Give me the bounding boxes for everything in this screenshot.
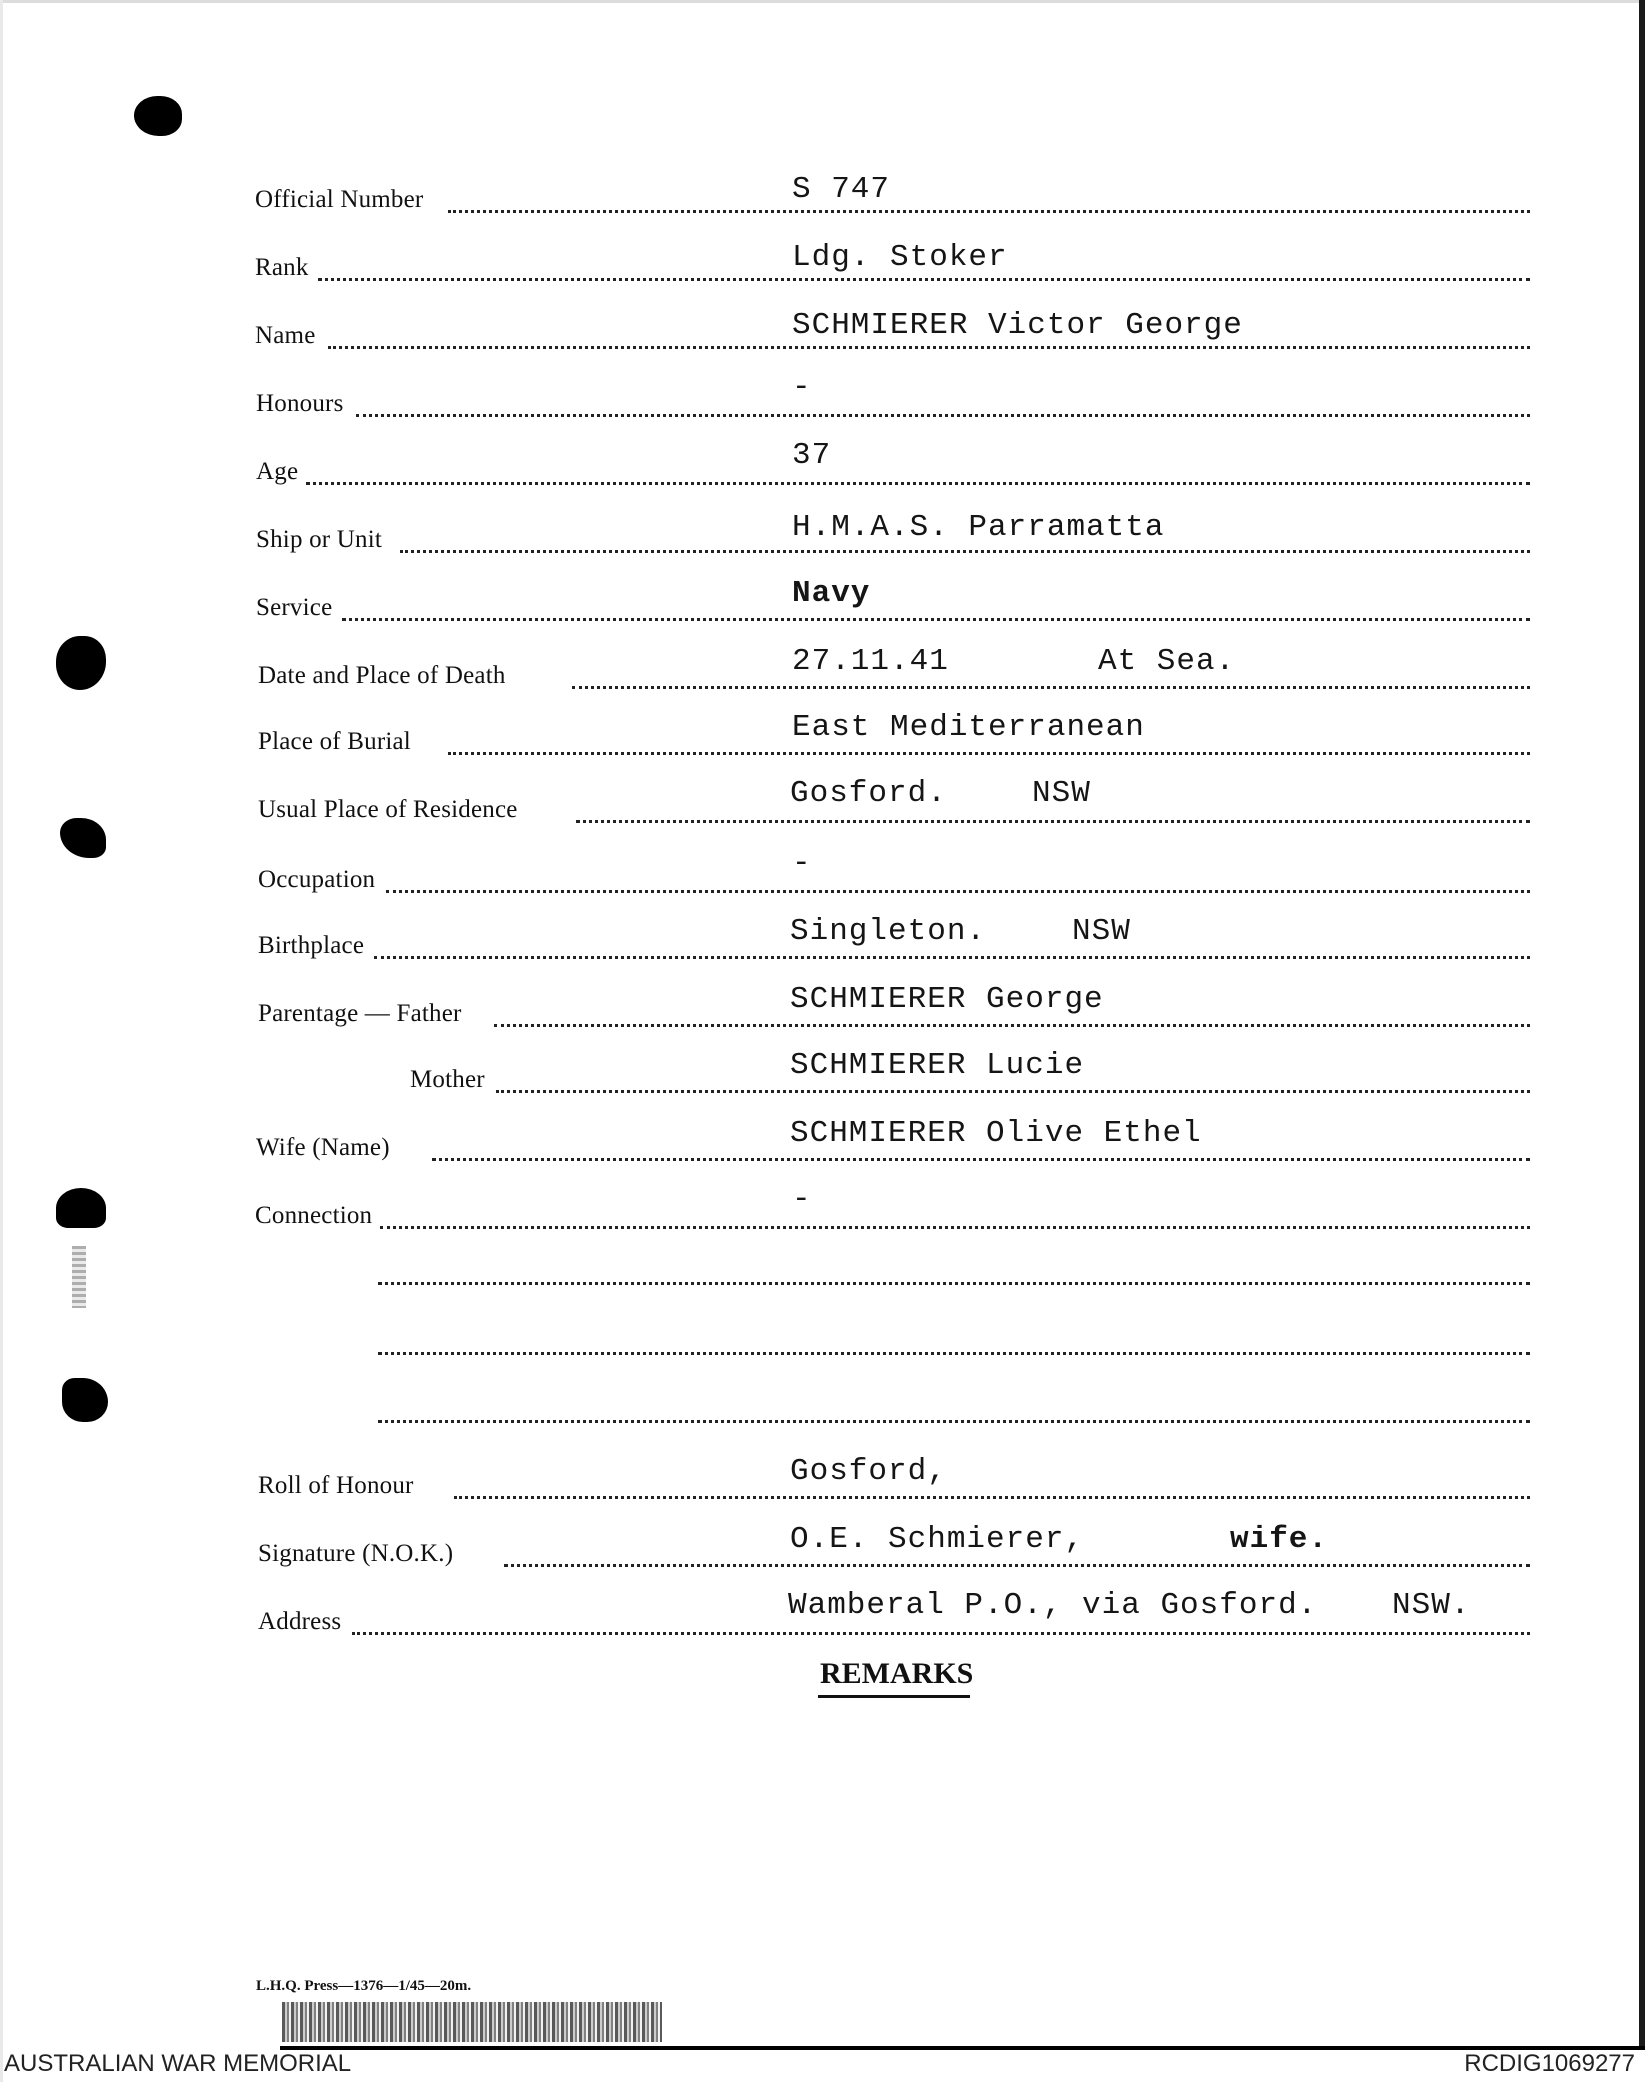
row-age bbox=[0, 438, 1645, 494]
row-father bbox=[0, 982, 1645, 1036]
footer-record-id: RCDIG1069277 bbox=[1464, 2050, 1635, 2077]
field-label: Service bbox=[256, 594, 333, 621]
field-label: Ship or Unit bbox=[256, 526, 383, 553]
row-rank bbox=[0, 240, 1645, 290]
field-value: SCHMIERER Olive Ethel bbox=[790, 1116, 1202, 1151]
print-note: L.H.Q. Press—1376—1/45—20m. bbox=[256, 1978, 472, 1994]
field-value: S 747 bbox=[792, 172, 891, 207]
field-value: - bbox=[792, 846, 812, 881]
row-ship-or-unit bbox=[0, 512, 1645, 562]
row-official-number bbox=[0, 172, 1645, 222]
blank-dotted-line bbox=[378, 1420, 1530, 1423]
dotted-leader bbox=[448, 210, 1530, 213]
blank-dotted-line bbox=[378, 1282, 1530, 1285]
field-label: Place of Burial bbox=[258, 728, 411, 755]
field-value: SCHMIERER Lucie bbox=[790, 1048, 1085, 1083]
dotted-leader bbox=[380, 1226, 1530, 1229]
row-place-of-burial bbox=[0, 710, 1645, 764]
punch-hole-mark bbox=[134, 96, 182, 136]
field-value-secondary: At Sea. bbox=[1098, 644, 1236, 679]
field-value-secondary: NSW. bbox=[1392, 1588, 1471, 1623]
field-label: Address bbox=[258, 1608, 342, 1635]
dotted-leader bbox=[432, 1158, 1530, 1161]
field-value: Ldg. Stoker bbox=[792, 240, 1008, 275]
dotted-leader bbox=[400, 550, 1530, 553]
row-name bbox=[0, 308, 1645, 358]
field-label: Wife (Name) bbox=[256, 1134, 390, 1161]
row-occupation bbox=[0, 846, 1645, 902]
row-mother bbox=[0, 1048, 1645, 1102]
field-value: - bbox=[792, 1182, 812, 1217]
row-signature bbox=[0, 1522, 1645, 1576]
field-label: Occupation bbox=[258, 866, 376, 893]
row-honours bbox=[0, 370, 1645, 426]
field-value-secondary: NSW bbox=[1072, 914, 1131, 949]
field-label: Parentage — Father bbox=[258, 1000, 462, 1027]
dotted-leader bbox=[504, 1564, 1530, 1567]
row-usual-residence bbox=[0, 776, 1645, 832]
field-label: Official Number bbox=[255, 186, 424, 213]
punch-hole-mark bbox=[62, 1378, 108, 1422]
field-value: SCHMIERER Victor George bbox=[792, 308, 1243, 343]
field-value-secondary: NSW bbox=[1032, 776, 1091, 811]
field-value: Gosford. bbox=[790, 776, 947, 811]
field-value: Navy bbox=[792, 576, 871, 611]
remarks-heading: REMARKS bbox=[820, 1657, 974, 1690]
field-value: SCHMIERER George bbox=[790, 982, 1104, 1017]
field-label: Connection bbox=[255, 1202, 373, 1229]
dotted-leader bbox=[328, 346, 1530, 349]
field-value: Singleton. bbox=[790, 914, 987, 949]
field-label: Usual Place of Residence bbox=[258, 796, 518, 823]
row-birthplace bbox=[0, 914, 1645, 968]
dotted-leader bbox=[494, 1024, 1530, 1027]
field-label: Birthplace bbox=[258, 932, 365, 959]
scan-artifact-bar bbox=[282, 2002, 662, 2042]
field-value-secondary: wife. bbox=[1230, 1522, 1329, 1557]
row-roll-of-honour bbox=[0, 1454, 1645, 1508]
footer-source: AUSTRALIAN WAR MEMORIAL bbox=[4, 2050, 352, 2077]
field-value: Gosford, bbox=[790, 1454, 947, 1489]
dotted-leader bbox=[576, 820, 1530, 823]
dotted-leader bbox=[352, 1632, 1530, 1635]
dotted-leader bbox=[448, 752, 1530, 755]
field-value: - bbox=[792, 370, 812, 405]
dotted-leader bbox=[374, 956, 1530, 959]
dotted-leader bbox=[306, 482, 1530, 485]
dotted-leader bbox=[496, 1090, 1530, 1093]
field-value: H.M.A.S. Parramatta bbox=[792, 510, 1165, 545]
dotted-leader bbox=[454, 1496, 1530, 1499]
dotted-leader bbox=[386, 890, 1530, 893]
field-label: Roll of Honour bbox=[258, 1472, 414, 1499]
row-date-place-death bbox=[0, 644, 1645, 698]
field-label: Signature (N.O.K.) bbox=[258, 1540, 454, 1567]
blank-dotted-line bbox=[378, 1352, 1530, 1355]
field-label: Mother bbox=[410, 1066, 485, 1093]
row-wife bbox=[0, 1116, 1645, 1170]
field-label: Rank bbox=[255, 254, 309, 281]
remarks-underline bbox=[818, 1695, 970, 1698]
field-value: 27.11.41 bbox=[792, 644, 949, 679]
field-value: O.E. Schmierer, bbox=[790, 1522, 1085, 1557]
field-label: Honours bbox=[256, 390, 344, 417]
scan-edge-top bbox=[0, 0, 1645, 3]
bottom-rule bbox=[280, 2046, 1645, 2050]
dotted-leader bbox=[318, 278, 1530, 281]
dotted-leader bbox=[356, 414, 1530, 417]
dotted-leader bbox=[572, 686, 1530, 689]
scan-smudge bbox=[72, 1246, 86, 1308]
row-address bbox=[0, 1588, 1645, 1644]
row-service bbox=[0, 576, 1645, 630]
field-label: Age bbox=[256, 458, 299, 485]
field-value: East Mediterranean bbox=[792, 710, 1145, 745]
dotted-leader bbox=[342, 618, 1530, 621]
row-connection bbox=[0, 1182, 1645, 1238]
field-label: Name bbox=[255, 322, 316, 349]
field-value: 37 bbox=[792, 438, 832, 473]
field-label: Date and Place of Death bbox=[258, 662, 506, 689]
field-value: Wamberal P.O., via Gosford. bbox=[788, 1588, 1318, 1623]
